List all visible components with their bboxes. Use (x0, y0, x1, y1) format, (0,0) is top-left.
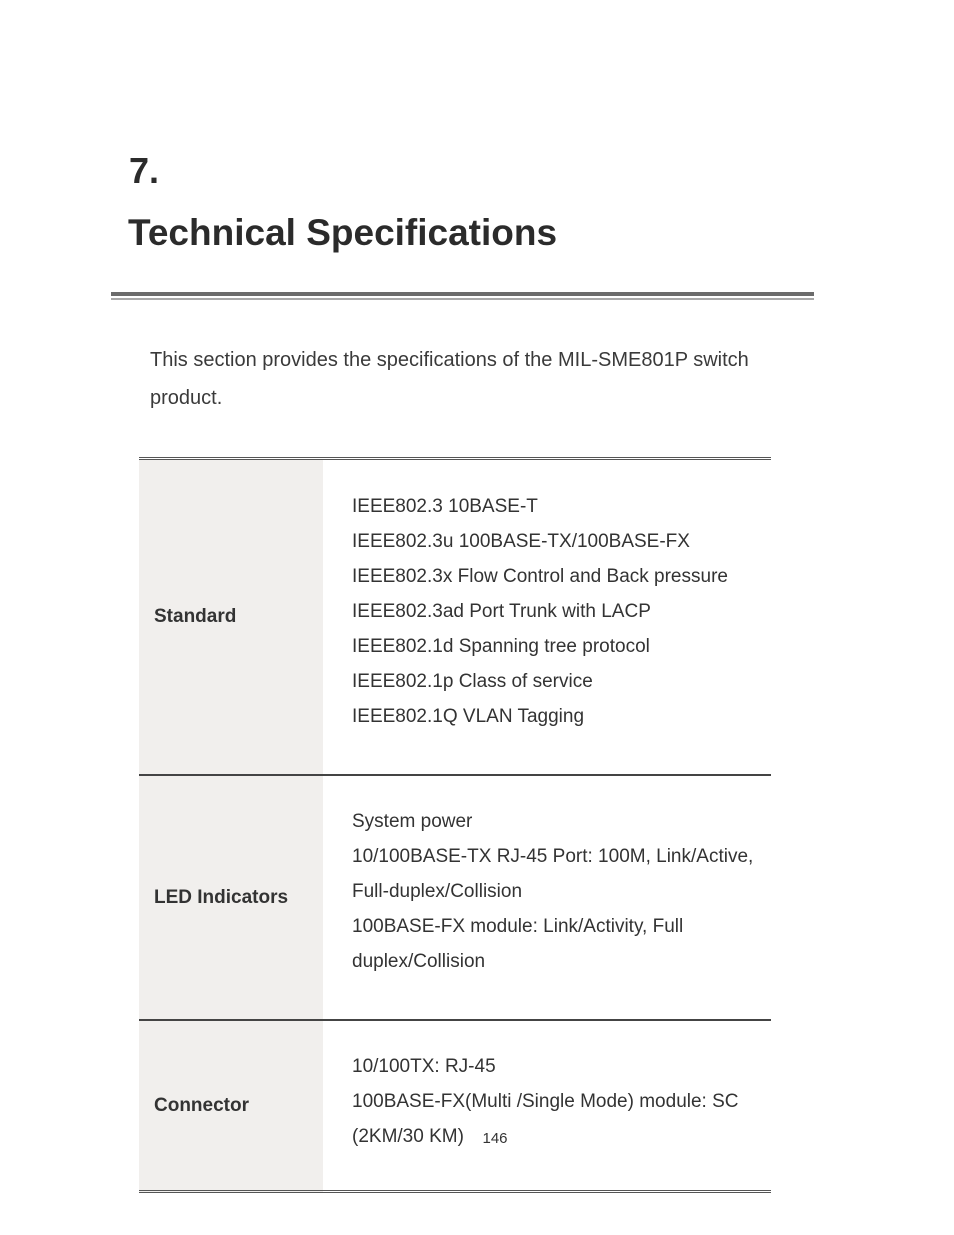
spec-values (323, 1020, 771, 1192)
spec-row-connector (139, 1020, 771, 1192)
spec-value: IEEE802.3u 100BASE-TX/100BASE-FX (352, 530, 690, 552)
spec-value: IEEE802.1d Spanning tree protocol (352, 635, 650, 657)
spec-label: Connector (139, 1020, 323, 1192)
intro-paragraph (150, 341, 830, 417)
chapter-title: Technical Specifications (128, 212, 558, 253)
spec-label: LED Indicators (139, 775, 323, 1020)
spec-label: Standard (139, 459, 323, 776)
spec-values (323, 459, 771, 776)
spec-values (323, 775, 771, 1020)
spec-value: IEEE802.1p Class of service (352, 670, 593, 692)
spec-value: duplex/Collision (352, 951, 486, 972)
spec-value: IEEE802.3 10BASE-T (352, 495, 538, 517)
spec-value: 10/100TX: RJ-45 (352, 1056, 496, 1077)
spec-value: System power (352, 811, 473, 832)
page-number: 146 (482, 1130, 508, 1147)
spec-value: (2KM/30 KM) (352, 1126, 464, 1147)
spec-value: 10/100BASE-TX RJ-45 Port: 100M, Link/Active, (352, 846, 754, 867)
intro-line: This section provides the specifications of the MIL-SME801P switch (150, 349, 749, 371)
title-divider-thick (111, 292, 814, 296)
spec-row-led-indicators (139, 775, 771, 1020)
spec-value: IEEE802.3ad Port Trunk with LACP (352, 600, 651, 622)
spec-value: Full-duplex/Collision (352, 881, 523, 902)
spec-value: IEEE802.1Q VLAN Tagging (352, 705, 585, 727)
spec-value: IEEE802.3x Flow Control and Back pressure (352, 565, 728, 587)
spec-value: 100BASE-FX(Multi /Single Mode) module: SC (352, 1091, 739, 1112)
spec-value: 100BASE-FX module: Link/Activity, Full (352, 916, 684, 937)
title-divider-thin (111, 298, 814, 300)
chapter-number: 7. (129, 150, 160, 191)
intro-line: product. (150, 387, 223, 409)
spec-table (139, 457, 771, 1193)
spec-row-standard (139, 459, 771, 776)
